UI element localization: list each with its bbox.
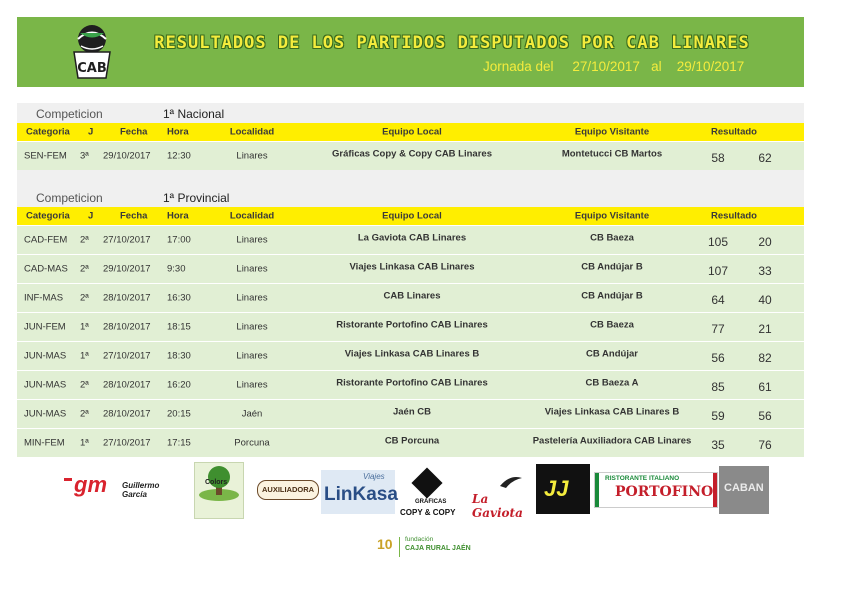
date-to: 29/10/2017: [676, 59, 745, 74]
competition-section-nacional: [17, 103, 804, 188]
copy-diamond-icon: [411, 467, 442, 498]
cell-hora: 18:15: [167, 321, 191, 333]
auxiliadora-text: AUXILIADORA: [262, 485, 315, 494]
cell-hora: 18:30: [167, 350, 191, 362]
cell-hora: 20:15: [167, 408, 191, 420]
cell-score-visitante: 61: [758, 380, 772, 395]
cell-localidad: Linares: [236, 263, 268, 275]
cell-score-local: 64: [711, 293, 725, 308]
section-spacer: [17, 170, 804, 188]
cell-equipo-local: Viajes Linkasa CAB Linares: [349, 261, 475, 273]
date-connector: al: [651, 59, 662, 74]
cell-hora: 16:20: [167, 379, 191, 391]
flag-red-icon: [713, 473, 717, 507]
cell-jornada: 3ª: [80, 150, 89, 162]
jornada-label: Jornada del: [483, 59, 554, 74]
cell-score-visitante: 40: [758, 293, 772, 308]
sponsor-copy-copy: [398, 468, 464, 518]
competition-row: [17, 187, 804, 207]
cell-score-local: 77: [711, 322, 725, 337]
cell-equipo-visitante: CB Baeza: [590, 319, 634, 331]
cell-jornada: 1ª: [80, 437, 89, 449]
col-equipo-visitante: Equipo Visitante: [574, 210, 650, 222]
cell-fecha: 28/10/2017: [103, 379, 151, 391]
cell-jornada: 2ª: [80, 292, 89, 304]
cell-categoria: JUN-MAS: [24, 379, 67, 391]
cell-jornada: 2ª: [80, 408, 89, 420]
cell-fecha: 29/10/2017: [103, 263, 151, 275]
col-equipo-visitante: Equipo Visitante: [574, 126, 650, 138]
col-equipo-local: Equipo Local: [382, 126, 442, 138]
copy-line1: GRÁFICAS: [415, 499, 447, 505]
cell-equipo-visitante: CB Andújar B: [581, 261, 643, 273]
cell-equipo-visitante: CB Andújar: [586, 348, 638, 360]
fundacion-divider: [399, 537, 400, 557]
copy-line2: COPY & COPY: [400, 508, 456, 517]
cell-jornada: 2ª: [80, 234, 89, 246]
cell-score-local: 56: [711, 351, 725, 366]
cell-equipo-local: CB Porcuna: [384, 435, 440, 447]
cell-localidad: Linares: [236, 150, 268, 162]
cell-localidad: Linares: [236, 350, 268, 362]
table-row: [17, 254, 804, 283]
col-localidad: Localidad: [229, 210, 275, 222]
jornada-line: [483, 59, 744, 74]
col-equipo-local: Equipo Local: [382, 210, 442, 222]
cell-localidad: Linares: [236, 379, 268, 391]
cell-equipo-local: Gráficas Copy & Copy CAB Linares: [332, 148, 492, 160]
jj-text: JJ: [544, 476, 569, 501]
cell-hora: 17:00: [167, 234, 191, 246]
gm-name: Guillermo García: [122, 481, 160, 499]
table-row: [17, 141, 804, 170]
date-from: 27/10/2017: [572, 59, 640, 74]
cell-hora: 16:30: [167, 292, 191, 304]
page-title: RESULTADOS DE LOS PARTIDOS DISPUTADOS POR CAB LINARES: [154, 33, 750, 53]
cell-score-visitante: 82: [758, 351, 772, 366]
cell-fecha: 28/10/2017: [103, 408, 151, 420]
cell-equipo-local: La Gaviota CAB Linares: [357, 232, 467, 244]
cell-equipo-local: Ristorante Portofino CAB Linares: [336, 377, 488, 389]
cell-localidad: Porcuna: [234, 437, 270, 449]
flag-green-icon: [595, 473, 599, 507]
cell-categoria: INF-MAS: [24, 292, 64, 304]
col-localidad: Localidad: [229, 126, 275, 138]
table-row: [17, 370, 804, 399]
cell-equipo-visitante: Montetucci CB Martos: [561, 148, 663, 160]
cell-score-visitante: 33: [758, 264, 772, 279]
competition-row: [17, 103, 804, 123]
cell-score-local: 59: [711, 409, 725, 424]
cell-localidad: Linares: [236, 292, 268, 304]
cell-hora: 12:30: [167, 150, 191, 162]
cell-equipo-local: CAB Linares: [383, 290, 441, 302]
caban-text: CABAN: [724, 482, 764, 494]
cell-jornada: 1ª: [80, 350, 89, 362]
col-hora: Hora: [167, 126, 189, 138]
table-row: [17, 341, 804, 370]
sponsor-la-gaviota: [470, 472, 524, 520]
cell-equipo-visitante: Pastelería Auxiliadora CAB Linares: [532, 435, 692, 447]
cell-localidad: Jaén: [241, 408, 263, 420]
competition-name: 1ª Nacional: [163, 107, 225, 121]
gm-dash-icon: [64, 478, 72, 481]
gaviota-text: La Gaviota: [472, 492, 523, 520]
fundacion-name: CAJA RURAL JAÉN: [405, 545, 471, 552]
table-row: [17, 312, 804, 341]
linkasa-text: LinKasa: [324, 484, 398, 505]
table-header: [17, 123, 804, 141]
cell-categoria: CAD-FEM: [24, 234, 68, 246]
cell-jornada: 1ª: [80, 321, 89, 333]
linkasa-small: Viajes: [363, 472, 385, 481]
table-header: [17, 207, 804, 225]
sponsor-caban: [719, 466, 769, 514]
fundacion-caja-rural-logo: [377, 536, 477, 560]
sponsors-strip: [60, 462, 780, 522]
cell-equipo-local: Ristorante Portofino CAB Linares: [336, 319, 488, 331]
col-resultado: Resultado: [711, 126, 757, 138]
logo-text: CAB: [77, 61, 107, 76]
sponsor-jj: [536, 464, 590, 514]
col-fecha: Fecha: [120, 126, 148, 138]
cell-fecha: 27/10/2017: [103, 350, 151, 362]
table-body-provincial: [17, 225, 804, 457]
cell-equipo-visitante: CB Andújar B: [581, 290, 643, 302]
col-hora: Hora: [167, 210, 189, 222]
cell-equipo-local: Viajes Linkasa CAB Linares B: [344, 348, 480, 360]
fundacion-small: fundación: [405, 536, 434, 543]
col-resultado: Resultado: [711, 210, 757, 222]
portofino-top: RISTORANTE ITALIANO: [605, 475, 680, 482]
cell-score-visitante: 20: [758, 235, 772, 250]
sponsor-guillermo-garcia: [64, 472, 182, 506]
sponsor-linkasa: [321, 470, 398, 514]
gaviota-bird-icon: [470, 472, 524, 494]
portofino-text: PORTOFINO: [615, 484, 714, 500]
cell-categoria: CAD-MAS: [24, 263, 68, 275]
cell-hora: 9:30: [167, 263, 186, 275]
cell-score-visitante: 56: [758, 409, 772, 424]
table-body-nacional: [17, 141, 804, 170]
competition-name: 1ª Provincial: [163, 191, 230, 205]
table-row: [17, 225, 804, 254]
cell-score-local: 85: [711, 380, 725, 395]
table-row: [17, 399, 804, 428]
table-row: [17, 428, 804, 457]
cell-score-visitante: 62: [758, 151, 772, 166]
cell-equipo-visitante: CB Baeza: [590, 232, 634, 244]
cell-fecha: 29/10/2017: [103, 150, 151, 162]
header-banner: [17, 17, 804, 87]
sponsor-colors: [194, 462, 244, 519]
cell-categoria: SEN-FEM: [24, 150, 67, 162]
gm-logo-text: gm: [74, 472, 107, 497]
cell-hora: 17:15: [167, 437, 191, 449]
sponsor-auxiliadora: [257, 480, 319, 500]
col-j: J: [88, 126, 94, 138]
cell-jornada: 2ª: [80, 263, 89, 275]
cell-equipo-visitante: CB Baeza A: [585, 377, 639, 389]
competition-label: Competicion: [36, 191, 103, 205]
competition-label: Competicion: [36, 107, 103, 121]
cell-fecha: 27/10/2017: [103, 437, 151, 449]
sponsor-portofino: [594, 472, 718, 508]
cell-score-local: 105: [707, 235, 729, 250]
col-j: J: [88, 210, 94, 222]
cell-jornada: 2ª: [80, 379, 89, 391]
cell-score-visitante: 76: [758, 438, 772, 453]
cell-score-visitante: 21: [758, 322, 772, 337]
cell-fecha: 27/10/2017: [103, 234, 151, 246]
cell-localidad: Linares: [236, 321, 268, 333]
col-fecha: Fecha: [120, 210, 148, 222]
competition-section-provincial: [17, 187, 804, 457]
cell-categoria: JUN-MAS: [24, 350, 67, 362]
cell-localidad: Linares: [236, 234, 268, 246]
cell-score-local: 107: [707, 264, 729, 279]
cell-categoria: JUN-FEM: [24, 321, 66, 333]
cell-equipo-visitante: Viajes Linkasa CAB Linares B: [544, 406, 680, 418]
cell-categoria: JUN-MAS: [24, 408, 67, 420]
table-row: [17, 283, 804, 312]
col-categoria: Categoria: [26, 210, 70, 222]
cab-logo: [69, 22, 115, 84]
cell-fecha: 28/10/2017: [103, 321, 151, 333]
colors-text: Colors: [205, 479, 228, 486]
cell-categoria: MIN-FEM: [24, 437, 65, 449]
cell-equipo-local: Jaén CB: [392, 406, 431, 418]
cell-score-local: 35: [711, 438, 725, 453]
cell-score-local: 58: [711, 151, 725, 166]
fundacion-number: 10: [377, 536, 393, 552]
cell-fecha: 28/10/2017: [103, 292, 151, 304]
col-categoria: Categoria: [26, 126, 70, 138]
